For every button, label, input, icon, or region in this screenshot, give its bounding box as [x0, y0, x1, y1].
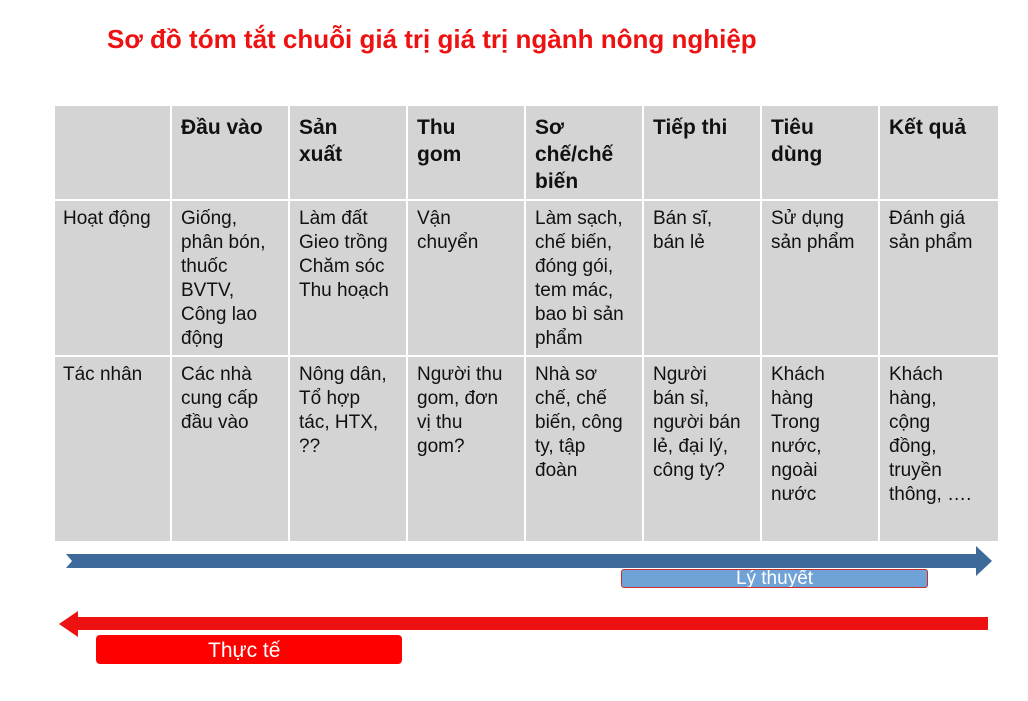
- header-cell-ket-qua: Kết quả: [879, 105, 999, 200]
- row-label: Tác nhân: [54, 356, 171, 542]
- table-cell: Làm sạch, chế biến, đóng gói, tem mác, bao bì sản phẩm: [525, 200, 643, 356]
- page-title: Sơ đồ tóm tắt chuỗi giá trị giá trị ngành nông nghiệp: [107, 24, 757, 54]
- row-label: Hoạt động: [54, 200, 171, 356]
- table-cell: Làm đất Gieo trồng Chăm sóc Thu hoạch: [289, 200, 407, 356]
- table-cell: Khách hàng, cộng đồng, truyền thông, ….: [879, 356, 999, 542]
- table-cell: Bán sĩ, bán lẻ: [643, 200, 761, 356]
- table-cell: Đánh giá sản phẩm: [879, 200, 999, 356]
- header-cell-san-xuat: Sản xuất: [289, 105, 407, 200]
- theory-label-box: Lý thuyết: [621, 569, 928, 588]
- header-cell-tiep-thi: Tiếp thi: [643, 105, 761, 200]
- table-cell: Giống, phân bón, thuốc BVTV, Công lao động: [171, 200, 289, 356]
- table-cell: Nông dân, Tổ hợp tác, HTX, ??: [289, 356, 407, 542]
- header-cell-dau-vao: Đầu vào: [171, 105, 289, 200]
- practice-arrow: [59, 611, 988, 637]
- table-cell: Sử dụng sản phẩm: [761, 200, 879, 356]
- header-cell-tieu-dung: Tiêu dùng: [761, 105, 879, 200]
- header-cell-thu-gom: Thu gom: [407, 105, 525, 200]
- practice-label-box: Thực tế: [96, 635, 402, 664]
- table-cell: Nhà sơ chế, chế biến, công ty, tập đoàn: [525, 356, 643, 542]
- table-cell: Vận chuyển: [407, 200, 525, 356]
- header-cell-so-che-che-bien: Sơ chế/chế biến: [525, 105, 643, 200]
- table-cell: Người thu gom, đơn vị thu gom?: [407, 356, 525, 542]
- table-cell: Các nhà cung cấp đầu vào: [171, 356, 289, 542]
- table-cell: Khách hàng Trong nước, ngoài nước: [761, 356, 879, 542]
- table-cell: Người bán sỉ, người bán lẻ, đại lý, công ty?: [643, 356, 761, 542]
